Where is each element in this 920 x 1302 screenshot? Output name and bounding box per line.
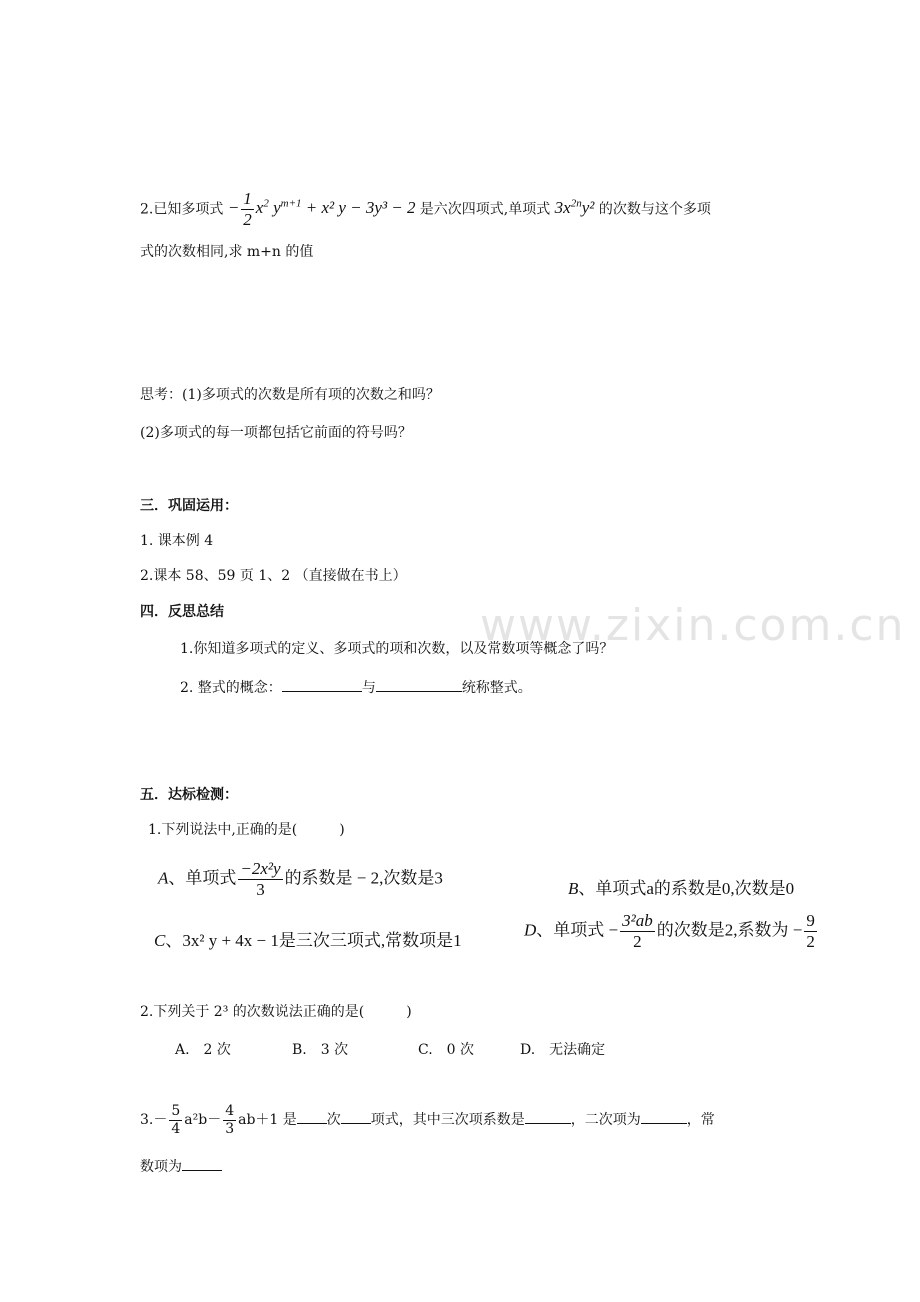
section4-item2: 2. 整式的概念： 与 统称整式。 bbox=[180, 677, 532, 698]
q2-line2: 式的次数相同,求 m+n 的值 bbox=[140, 244, 314, 260]
section4-item1: 1.你知道多项式的定义、多项式的项和次数，以及常数项等概念了吗？ bbox=[180, 641, 614, 657]
q2-option-a: A. 2 次 bbox=[175, 1042, 231, 1058]
q2-option-d: D. 无法确定 bbox=[520, 1042, 606, 1058]
q1-stem: 1.下列说法中,正确的是( ) bbox=[148, 822, 345, 838]
q3-line2: 数项为 bbox=[140, 1156, 222, 1177]
option-b: B、单项式a的系数是0,次数是0 bbox=[568, 879, 795, 898]
q2-prefix: 2.已知多项式 bbox=[140, 201, 224, 218]
section5-title: 五．达标检测： bbox=[140, 787, 238, 803]
section3-item2: 2.课本 58、59 页 1、2 （直接做在书上） bbox=[140, 568, 407, 584]
option-c: C、3x² y + 4x − 1是三次三项式,常数项是1 bbox=[154, 931, 462, 950]
q3-line1: 3.－ $\frac{5}{4}$ a²b－ $\frac{4}{3}$ ab＋1 是 次 项式，其中三次项系数是 ，二次项为 ，常 bbox=[140, 1103, 715, 1137]
section3-item1: 1. 课本例 4 bbox=[140, 533, 214, 549]
section4-title: 四．反思总结 bbox=[140, 604, 224, 620]
q2-option-b: B. 3 次 bbox=[292, 1042, 349, 1058]
q2-option-c: C. 0 次 bbox=[418, 1042, 475, 1058]
q2-stem: 2.下列关于 2³ 的次数说法正确的是( ) bbox=[140, 1004, 412, 1020]
q2-monomial: $3x^{2n}y^2$ bbox=[554, 197, 595, 218]
section3-title: 三．巩固运用： bbox=[140, 498, 238, 514]
q2-polynomial: − $\frac{1}{2}$ $x^2$ $y^{m+1} + x^2$ y − 3y³ − 2 bbox=[227, 189, 416, 229]
q2-line1: 2.已知多项式 − $\frac{1}{2}$ $x^2$ $y^{m+1} + x^2$ y − 3y³ − 2 是六次四项式,单项式 $3x^{2n}y^2$ 的次数与这个多项 bbox=[140, 189, 711, 229]
option-a: A、单项式 $\frac{\text{−2x²y}}{3}$ 的系数是 − 2,次数是3 bbox=[158, 859, 443, 899]
watermark: www.zixin.com.cn bbox=[480, 600, 906, 651]
think-line2: (2)多项式的每一项都包括它前面的符号吗？ bbox=[140, 425, 412, 441]
think-line1: 思考：(1)多项式的次数是所有项的次数之和吗？ bbox=[140, 387, 440, 403]
option-d: D、单项式 − $\frac{\text{3²ab}}{2}$ 的次数是2,系数为 − $\frac{9}{2}$ bbox=[524, 911, 815, 951]
